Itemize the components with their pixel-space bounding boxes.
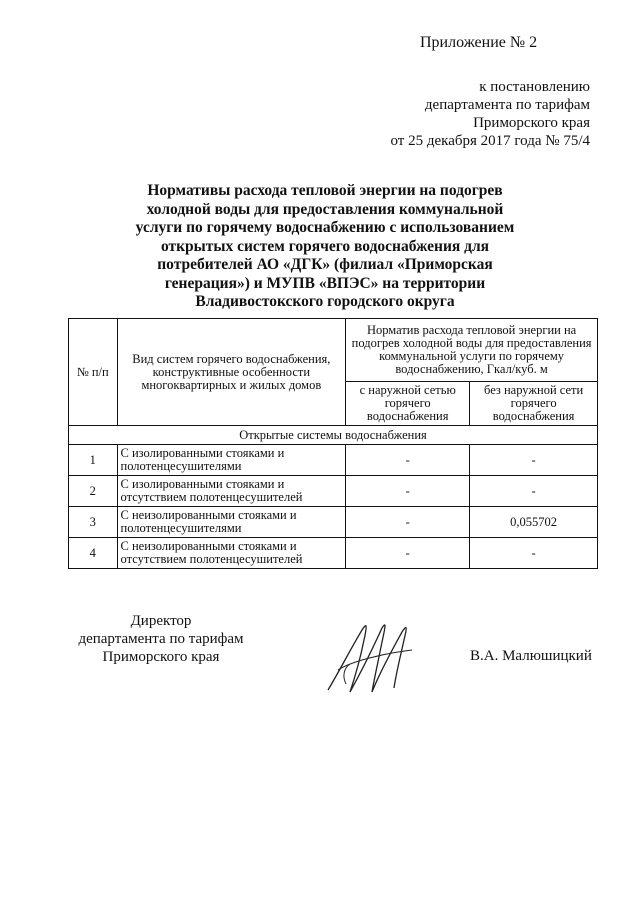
position-line: Директор xyxy=(130,613,192,629)
row-system-type: С неизолированными стояками и отсутствием полотенцесушителей xyxy=(117,538,346,569)
title-line: Нормативы расхода тепловой энергии на подогрев xyxy=(147,182,503,199)
position-line: департамента по тарифам xyxy=(78,631,244,647)
title-line: потребителей АО «ДГК» (филиал «Приморская xyxy=(157,256,493,273)
position-line: Приморского края xyxy=(102,649,220,665)
signer-name: В.А. Малюшицкий xyxy=(470,648,592,664)
row-num: 4 xyxy=(69,538,118,569)
header-without-network: без наружной сети горячего водоснабжения xyxy=(470,382,598,426)
resolution-line: Приморского края xyxy=(473,115,590,131)
row-with-network: - xyxy=(346,507,470,538)
resolution-reference xyxy=(330,78,590,150)
row-without-network: - xyxy=(470,445,598,476)
section-row xyxy=(69,426,598,445)
director-position xyxy=(66,612,256,666)
header-num: № п/п xyxy=(69,319,118,426)
title-line: услуги по горячему водоснабжению с использованием xyxy=(135,219,515,236)
table-row xyxy=(69,507,598,538)
title-line: холодной воды для предоставления коммунальной xyxy=(146,200,504,218)
table-header-row xyxy=(69,319,598,382)
resolution-line: к постановлению xyxy=(479,79,590,95)
appendix-label: Приложение № 2 xyxy=(420,34,538,51)
header-with-network: с наружной сетью горячего водоснабжения xyxy=(346,382,470,426)
row-with-network: - xyxy=(346,476,470,507)
table-row xyxy=(69,445,598,476)
section-label: Открытые системы водоснабжения xyxy=(69,426,598,445)
resolution-line: департамента по тарифам xyxy=(424,97,590,113)
title-line: генерация») и МУПВ «ВПЭС» на территории xyxy=(164,274,486,292)
row-system-type: С неизолированными стояками и полотенцесушителями xyxy=(117,507,346,538)
row-num: 3 xyxy=(69,507,118,538)
row-with-network: - xyxy=(346,538,470,569)
header-norm: Норматив расхода тепловой энергии на подогрев холодной воды для предоставления коммунальной услуги по горячему водоснабжению, Гкал/куб. м xyxy=(346,319,598,382)
row-without-network: - xyxy=(470,476,598,507)
table-row xyxy=(69,538,598,569)
row-system-type: С изолированными стояками и отсутствием полотенцесушителей xyxy=(117,476,346,507)
document-title xyxy=(130,182,520,312)
table-row xyxy=(69,476,598,507)
row-num: 2 xyxy=(69,476,118,507)
row-num: 1 xyxy=(69,445,118,476)
title-line: открытых систем горячего водоснабжения для xyxy=(160,237,490,255)
handwritten-signature xyxy=(320,610,420,700)
row-without-network: - xyxy=(470,538,598,569)
row-without-network: 0,055702 xyxy=(470,507,598,538)
row-with-network: - xyxy=(346,445,470,476)
title-line: Владивостокского городского округа xyxy=(195,293,455,310)
row-system-type: С изолированными стояками и полотенцесушителями xyxy=(117,445,346,476)
header-system-type: Вид систем горячего водоснабжения, конструктивные особенности многоквартирных и жилых домов xyxy=(117,319,346,426)
norms-table xyxy=(68,318,598,569)
resolution-line: от 25 декабря 2017 года № 75/4 xyxy=(390,133,590,149)
